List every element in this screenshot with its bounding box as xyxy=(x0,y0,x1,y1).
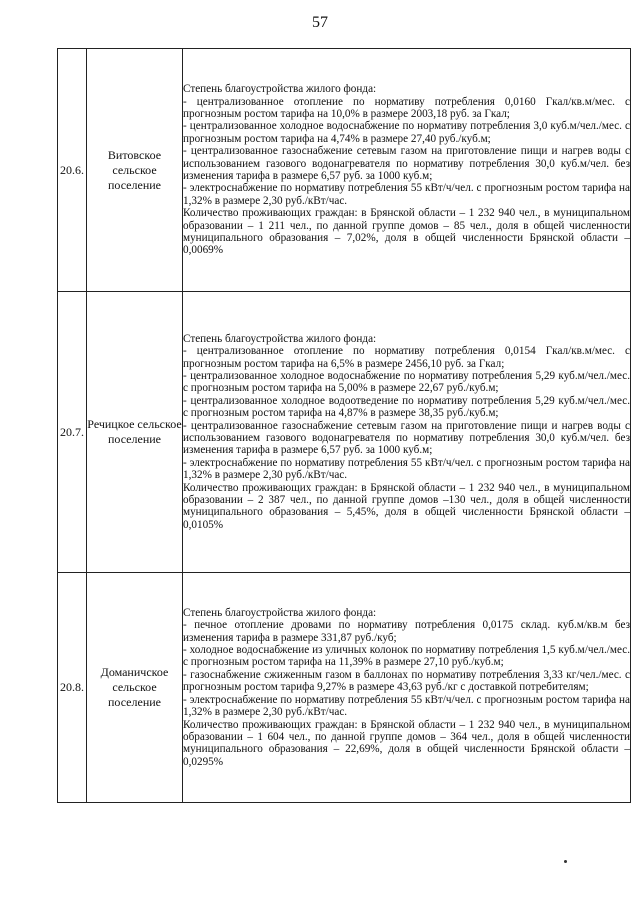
paragraph: - газоснабжение сжиженным газом в баллонах по нормативу потребления 3,33 кг/чел./мес. с прогнозным ростом тарифа 9,27% в размере 43,63 руб./кг с доставкой потребителям; xyxy=(183,668,630,694)
settlement-name: Доманичское сельское поселение xyxy=(87,573,183,803)
paragraph: - печное отопление дровами по нормативу потребления 0,0175 склад. куб.м/кв.м без изменения тарифа в размере 331,87 руб./куб; xyxy=(183,619,630,644)
row-number: 20.8. xyxy=(58,573,87,803)
paragraph: Количество проживающих граждан: в Брянской области – 1 232 940 чел., в муниципальном образовании – 1 604 чел., по данной группе домов – 364 чел., доля в общей численности муниципального образования – 22,69%, доля в общей численности Брянской области – 0,0295% xyxy=(183,718,630,768)
paragraph: Количество проживающих граждан: в Брянской области – 1 232 940 чел., в муниципальном образовании – 1 211 чел., по данной группе домов – 85 чел., доля в общей численности муниципального образования – 7,02%, доля в общей численности Брянской области – 0,0069% xyxy=(183,207,630,257)
paragraph: - электроснабжение по нормативу потребления 55 кВт/ч/чел. с прогнозным ростом тарифа на 1,32% в размере 2,30 руб./кВт/час. xyxy=(183,693,630,719)
paragraph: Степень благоустройства жилого фонда: xyxy=(183,83,377,96)
row-description xyxy=(183,49,631,292)
table-row xyxy=(58,49,631,292)
paragraph: - централизованное газоснабжение сетевым газом на приготовление пищи и нагрев воды с использованием газового водонагревателя по нормативу потребления 30,0 куб.м/чел. без изменения тарифа в размере 6,57 руб. за 1000 куб.м; xyxy=(183,419,630,457)
row-description xyxy=(183,573,631,803)
paragraph: - холодное водоснабжение из уличных колонок по нормативу потребления 1,5 куб.м/чел./мес. с прогнозным ростом тарифа на 11,39% в размере 27,10 руб./куб.м; xyxy=(183,644,630,669)
row-number: 20.6. xyxy=(58,49,87,292)
paragraph: - электроснабжение по нормативу потребления 55 кВт/ч/чел. с прогнозным ростом тарифа на 1,32% в размере 2,30 руб./кВт/час. xyxy=(183,456,630,482)
paragraph: Степень благоустройства жилого фонда: xyxy=(183,606,377,619)
table-row xyxy=(58,292,631,573)
row-description xyxy=(183,292,631,573)
scan-speck xyxy=(564,860,567,863)
page-number: 57 xyxy=(312,14,328,31)
paragraph: - централизованное холодное водоотведение по нормативу потребления 5,29 куб.м/чел./мес. с прогнозным ростом тарифа на 4,87% в размере 38,35 руб./куб.м; xyxy=(183,394,630,420)
settlement-name: Речицкое сельское поселение xyxy=(87,292,183,573)
settlement-name: Витовское сельское поселение xyxy=(87,49,183,292)
paragraph: - централизованное газоснабжение сетевым газом на приготовление пищи и нагрев воды с использованием газового водонагревателя по нормативу потребления 30,0 куб.м/чел. без изменения тарифа в размере 6,57 руб. за 1000 куб.м; xyxy=(183,145,630,182)
paragraph: - централизованное холодное водоснабжение по нормативу потребления 5,29 куб.м/чел./мес. с прогнозным ростом тарифа на 5,00% в размере 22,67 руб./куб.м; xyxy=(183,369,630,395)
table-row xyxy=(58,573,631,803)
paragraph: - электроснабжение по нормативу потребления 55 кВт/ч/чел. с прогнозным ростом тарифа на 1,32% в размере 2,30 руб./кВт/час. xyxy=(183,182,630,207)
paragraph: - централизованное отопление по нормативу потребления 0,0160 Гкал/кв.м/мес. с прогнозным ростом тарифа на 10,0% в размере 2003,18 руб. за Гкал; xyxy=(183,95,630,120)
row-number: 20.7. xyxy=(58,292,87,573)
paragraph: - централизованное холодное водоснабжение по нормативу потребления 3,0 куб.м/чел./мес. с прогнозным ростом тарифа на 4,74% в размере 27,40 руб./куб.м; xyxy=(183,120,630,145)
settlements-table xyxy=(57,48,631,803)
paragraph: Количество проживающих граждан: в Брянской области – 1 232 940 чел., в муниципальном образовании – 2 387 чел., по данной группе домов –130 чел., доля в общей численности муниципального образования – 5,45%, доля в общей численности Брянской области – 0,0105% xyxy=(183,481,630,531)
paragraph: - централизованное отопление по нормативу потребления 0,0154 Гкал/кв.м/мес. с прогнозным ростом тарифа на 6,5% в размере 2456,10 руб. за Гкал; xyxy=(183,345,630,370)
paragraph: Степень благоустройства жилого фонда: xyxy=(183,332,377,345)
